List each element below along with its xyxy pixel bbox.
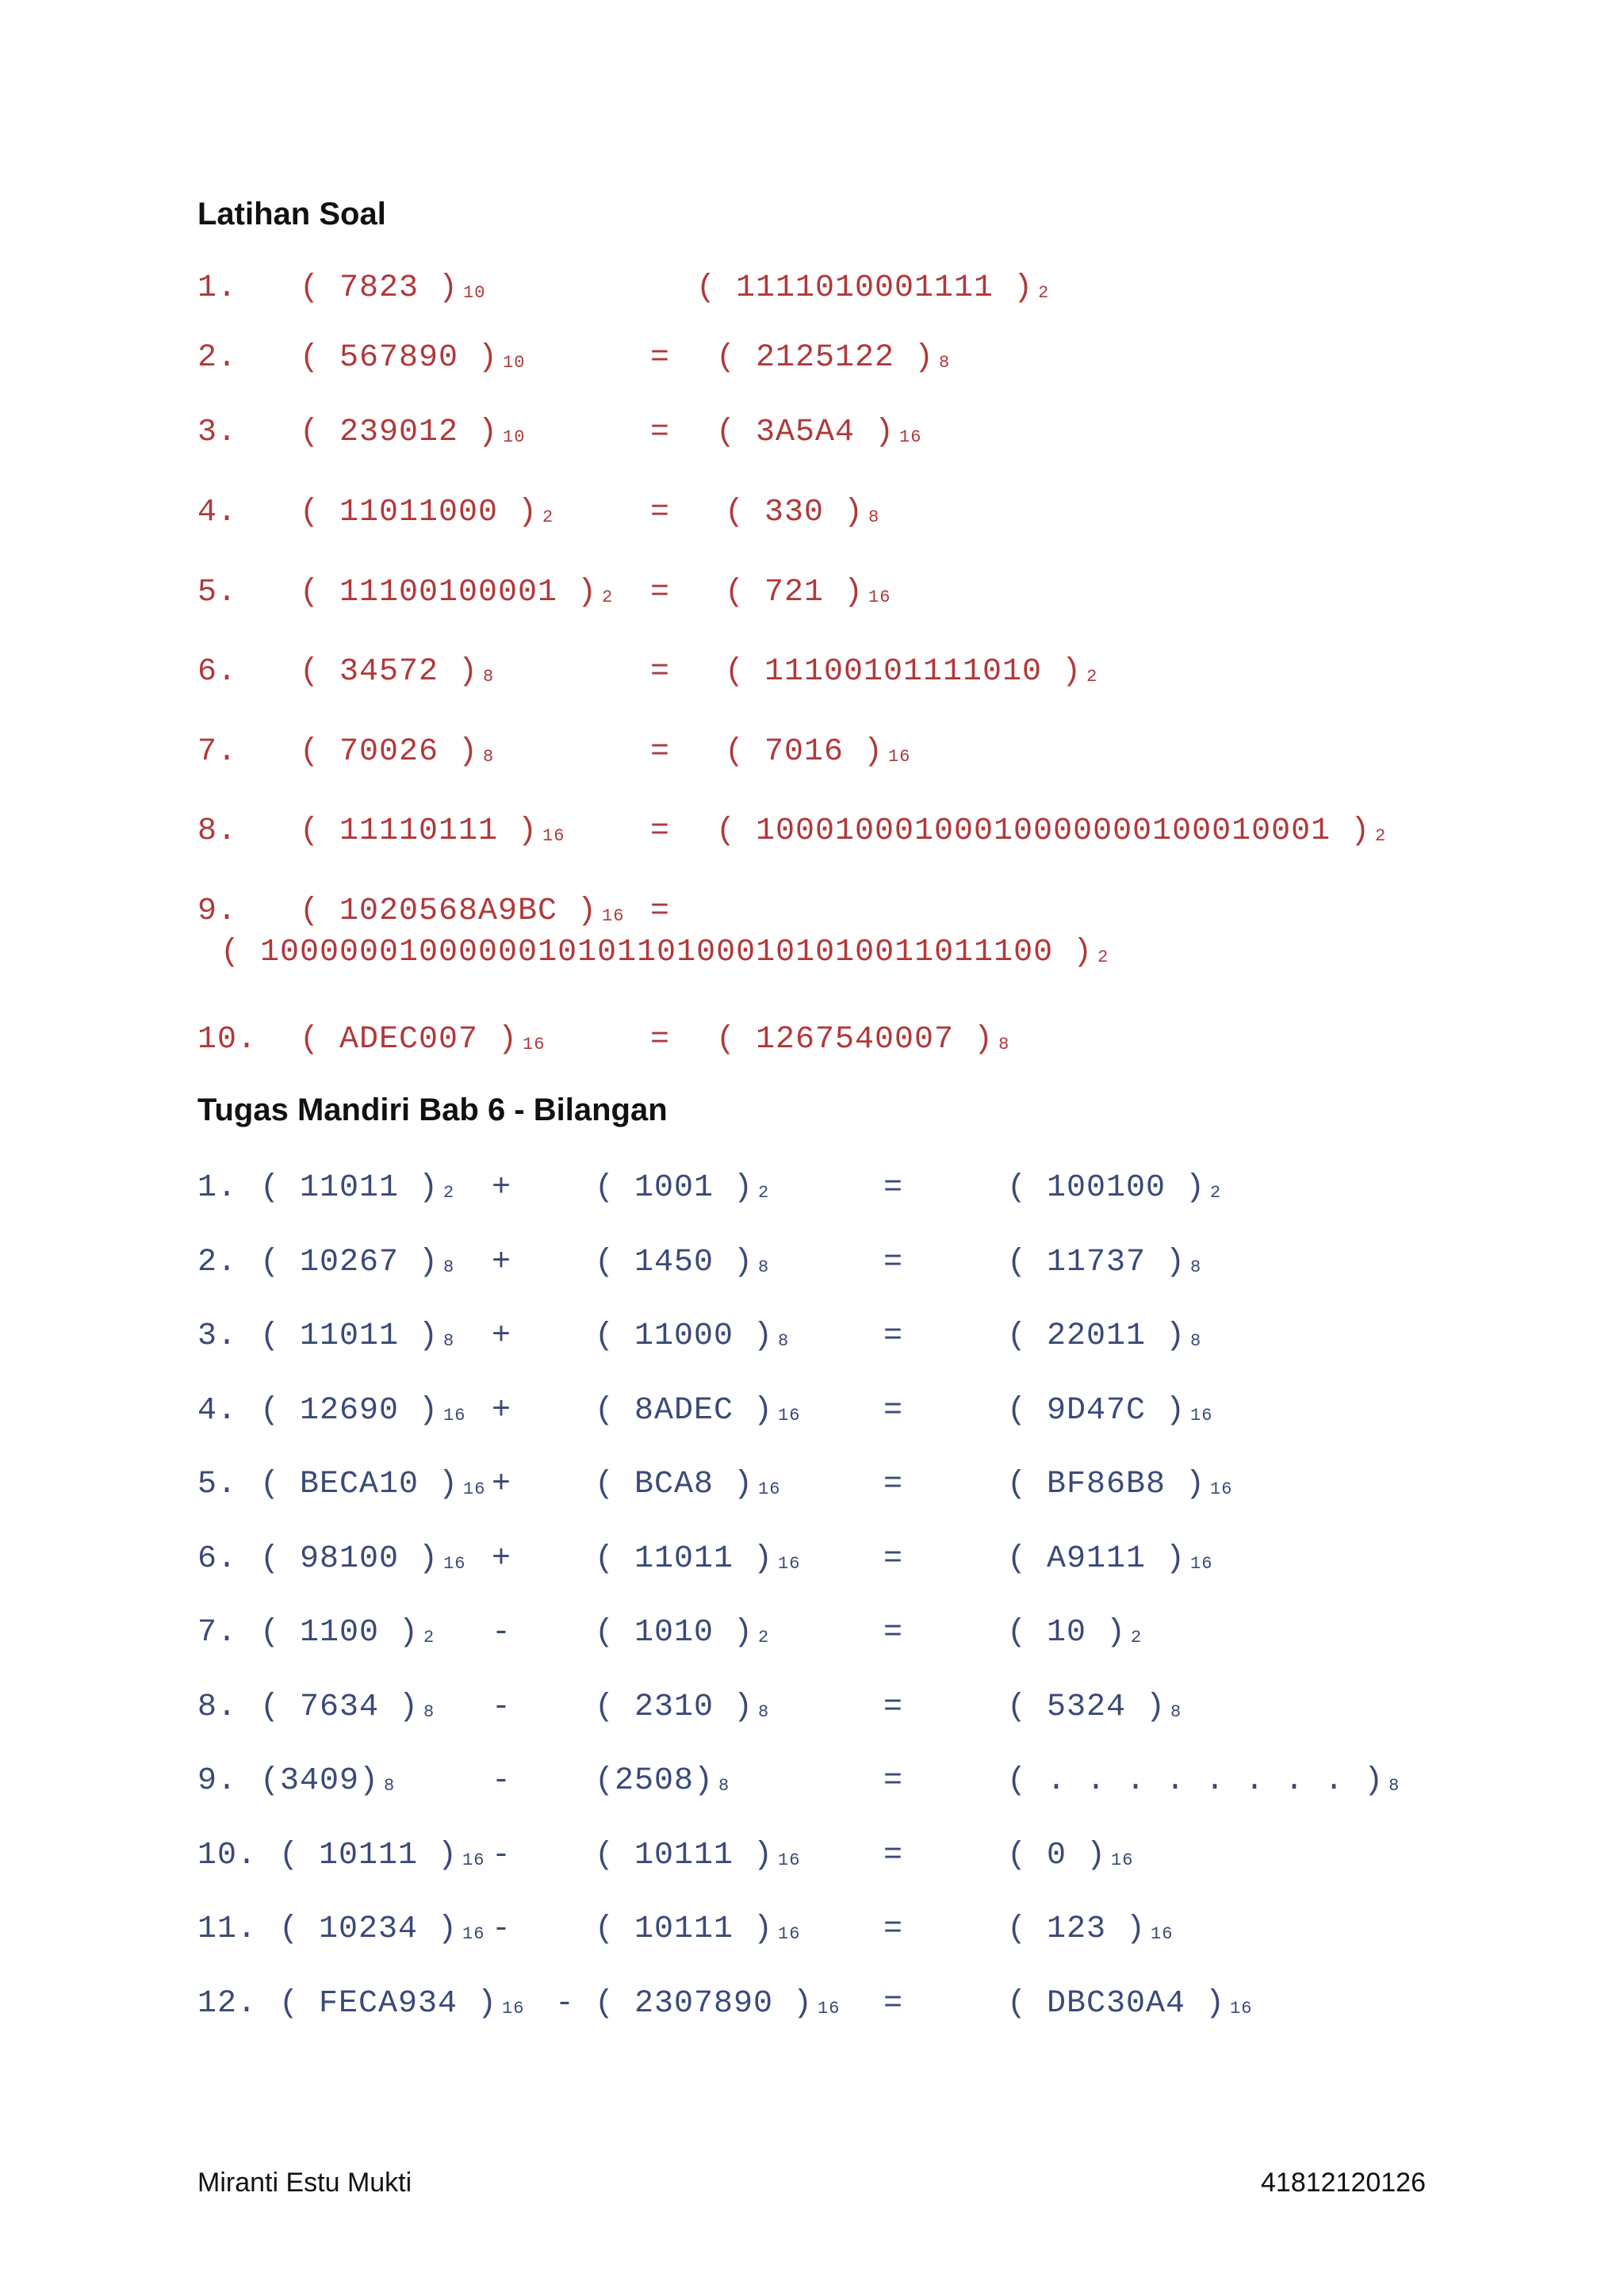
rhs-value [716, 1023, 1009, 1062]
row-number-text: 9. [197, 894, 238, 929]
lhs-value-base: 10 [463, 283, 486, 303]
rhs-value-base: 16 [868, 587, 891, 607]
row-number-text: 7. [197, 734, 238, 770]
operand-a [260, 1394, 465, 1433]
result-text: ( . . . . . . . . ) [1007, 1763, 1385, 1799]
operand-b-base: 2 [758, 1628, 770, 1647]
equals-sign-text: = [650, 340, 671, 376]
row-number-text: 11. [197, 1911, 258, 1947]
equals-sign [650, 655, 670, 690]
operand-b [595, 1246, 769, 1285]
operand-a-text: ( 12690 ) [260, 1393, 439, 1429]
lhs-value-base: 16 [542, 826, 565, 846]
result [1007, 1912, 1173, 1952]
row-number [197, 1319, 237, 1354]
operand-a-base: 2 [423, 1628, 435, 1647]
operator-text: + [492, 1541, 512, 1577]
equals-sign [883, 1616, 903, 1651]
operator-text: - [492, 1838, 512, 1873]
row-number-text: 4. [197, 1393, 238, 1429]
row-number [197, 1616, 237, 1651]
operand-b [595, 1319, 789, 1359]
row-number [197, 1171, 237, 1206]
lhs-value-base: 10 [503, 427, 526, 447]
operand-b-text: ( 1010 ) [595, 1615, 754, 1651]
row-number [197, 1839, 257, 1873]
equals-sign-text: = [650, 575, 671, 610]
operand-a-base: 8 [384, 1776, 396, 1796]
row-number-text: 3. [197, 415, 238, 450]
row-number-text: 4. [197, 495, 238, 530]
operand-a-base: 16 [502, 1999, 525, 2019]
equals-sign [883, 1690, 903, 1725]
operand-b-base: 8 [758, 1702, 770, 1722]
rhs-value-text: ( 2125122 ) [716, 340, 935, 376]
rhs-value [725, 735, 910, 775]
operand-a-text: ( 10111 ) [279, 1838, 458, 1873]
operator [492, 1690, 511, 1725]
lhs-value [300, 894, 624, 934]
row-number-text: 10. [197, 1838, 258, 1873]
row-number-text: 5. [197, 575, 238, 610]
row-number-text: 7. [197, 1615, 238, 1651]
equals-sign [650, 415, 670, 450]
operator [492, 1764, 511, 1799]
operator-text: + [492, 1170, 512, 1206]
equals-sign [650, 735, 670, 770]
operator [492, 1246, 511, 1280]
result-base: 8 [1388, 1776, 1400, 1796]
result-text: ( 123 ) [1007, 1911, 1147, 1947]
rhs-value-base: 16 [888, 747, 911, 767]
equals-sign [883, 1839, 903, 1873]
operand-a [260, 1319, 454, 1359]
result-base: 16 [1230, 1999, 1253, 2019]
row-number-text: 8. [197, 1689, 238, 1725]
lhs-value [300, 271, 485, 311]
lhs-value-text: ( 7823 ) [300, 270, 459, 306]
result-base: 2 [1210, 1183, 1222, 1203]
lhs-value [300, 655, 494, 695]
equals-sign [650, 894, 670, 929]
result-base: 8 [1190, 1331, 1202, 1351]
row-number [197, 814, 237, 849]
lhs-value-text: ( 70026 ) [300, 734, 479, 770]
rhs-value-text: ( 3A5A4 ) [716, 415, 895, 450]
operand-a-base: 8 [443, 1331, 455, 1351]
operand-a [279, 1987, 524, 2026]
equals-sign-text: = [883, 1318, 904, 1354]
row-number [197, 1023, 257, 1058]
operand-b-text: ( 10111 ) [595, 1838, 774, 1873]
operand-a-text: ( 7634 ) [260, 1689, 419, 1725]
operand-a-text: ( FECA934 ) [279, 1986, 498, 2022]
operator [492, 1542, 511, 1577]
row-number-text: 8. [197, 813, 238, 849]
operand-b [595, 1542, 800, 1582]
rhs-value [725, 576, 891, 615]
operator-text: - [492, 1615, 512, 1651]
result [1007, 1468, 1232, 1507]
rhs-value-base: 16 [899, 427, 922, 447]
lhs-value [300, 341, 525, 381]
rhs-value-base: 2 [1038, 283, 1050, 303]
result [1007, 1171, 1221, 1211]
lhs-value [300, 576, 613, 615]
equals-sign [883, 1171, 903, 1206]
lhs-value-base: 16 [523, 1035, 546, 1054]
operand-b-base: 16 [818, 1999, 841, 2019]
row-number [197, 271, 237, 306]
operand-a [260, 1171, 454, 1211]
lhs-value-base: 8 [483, 667, 495, 687]
row-number [197, 415, 237, 450]
row-number-text: 1. [197, 1170, 238, 1206]
row-number [197, 496, 237, 530]
lhs-value [300, 496, 553, 535]
equals-sign-text: = [883, 1170, 904, 1206]
rhs-value [716, 341, 950, 381]
result [1007, 1764, 1400, 1804]
operator-text: - [492, 1689, 512, 1725]
rhs-value-base: 8 [939, 353, 951, 373]
result [1007, 1616, 1142, 1655]
operand-a-text: ( 11011 ) [260, 1318, 439, 1354]
lhs-value-base: 8 [483, 747, 495, 767]
result-base: 16 [1111, 1850, 1134, 1870]
operand-b-text: ( 1450 ) [595, 1245, 754, 1280]
rhs-value [716, 415, 921, 455]
row-number [197, 1912, 257, 1947]
result-text: ( A9111 ) [1007, 1541, 1186, 1577]
operator-text: + [492, 1318, 512, 1354]
rhs-value-text: ( 11100101111010 ) [725, 654, 1082, 690]
result-text: ( DBC30A4 ) [1007, 1986, 1226, 2022]
operator [492, 1394, 511, 1429]
equals-sign-text: = [883, 1838, 904, 1873]
result [1007, 1690, 1182, 1730]
section-title-tugas-mandiri: Tugas Mandiri Bab 6 - Bilangan [197, 1093, 668, 1127]
row-number [197, 655, 237, 690]
equals-sign [883, 1394, 903, 1429]
lhs-value-base: 2 [542, 507, 554, 527]
row-number [197, 341, 237, 376]
operand-b-base: 8 [758, 1257, 770, 1277]
footer-student-id: 41812120126 [1261, 2168, 1427, 2198]
result-text: ( 22011 ) [1007, 1318, 1186, 1354]
operand-a [279, 1839, 485, 1878]
rhs-value-text: ( 1267540007 ) [716, 1022, 994, 1058]
result [1007, 1394, 1212, 1433]
operand-a [279, 1912, 485, 1952]
operand-b [595, 1468, 780, 1507]
rhs-value [696, 271, 1049, 311]
operand-b-base: 16 [778, 1554, 801, 1574]
equals-sign-text: = [650, 1022, 671, 1058]
operator [492, 1468, 511, 1502]
operator [492, 1912, 511, 1947]
result-base: 8 [1190, 1257, 1202, 1277]
operand-a [260, 1764, 395, 1804]
row-number-text: 1. [197, 270, 238, 306]
row-number-text: 2. [197, 1245, 238, 1280]
operator [492, 1839, 511, 1873]
row-number [197, 1987, 257, 2022]
row-number-text: 2. [197, 340, 238, 376]
operand-a-text: ( 10267 ) [260, 1245, 439, 1280]
operand-b-text: ( 2307890 ) [595, 1986, 814, 2022]
result-base: 8 [1170, 1702, 1182, 1722]
result-text: ( 100100 ) [1007, 1170, 1206, 1206]
operand-b [595, 1987, 840, 2026]
result-base: 16 [1151, 1924, 1174, 1944]
result-text: ( 9D47C ) [1007, 1393, 1186, 1429]
operator-text: + [492, 1245, 512, 1280]
result [1007, 1987, 1252, 2026]
equals-sign [883, 1764, 903, 1799]
operand-b-text: ( 11011 ) [595, 1541, 774, 1577]
operand-b-base: 16 [778, 1406, 801, 1425]
result [1007, 1542, 1212, 1582]
operand-b-text: ( 2310 ) [595, 1689, 754, 1725]
operand-b [595, 1394, 800, 1433]
lhs-value [300, 814, 565, 854]
equals-sign [883, 1542, 903, 1577]
equals-sign-text: = [883, 1245, 904, 1280]
lhs-value [300, 735, 494, 775]
row-number [197, 1246, 237, 1280]
operand-b-text: ( 1001 ) [595, 1170, 754, 1206]
rhs-value-base: 8 [998, 1035, 1010, 1054]
equals-sign [883, 1319, 903, 1354]
operand-b [595, 1616, 769, 1655]
operand-b-text: ( BCA8 ) [595, 1467, 754, 1502]
operand-a-text: (3409) [260, 1763, 380, 1799]
equals-sign [650, 496, 670, 530]
operator [492, 1171, 511, 1206]
equals-sign-text: = [650, 495, 671, 530]
operator [492, 1616, 511, 1651]
operator [555, 1987, 575, 2022]
result [1007, 1319, 1201, 1359]
operand-a-base: 16 [443, 1554, 466, 1574]
lhs-value-base: 2 [602, 587, 614, 607]
equals-sign [883, 1468, 903, 1502]
operand-a [260, 1246, 454, 1285]
operand-a-base: 16 [463, 1479, 486, 1499]
rhs-value-base: 2 [1097, 947, 1109, 967]
operator-text: - [492, 1911, 512, 1947]
operand-b [595, 1690, 769, 1730]
operand-a-text: ( 1100 ) [260, 1615, 419, 1651]
row-number-text: 3. [197, 1318, 238, 1354]
result [1007, 1839, 1133, 1878]
operand-a-text: ( BECA10 ) [260, 1467, 459, 1502]
section-title-latihan-soal: Latihan Soal [197, 197, 386, 232]
rhs-value [220, 936, 1109, 975]
row-number-text: 5. [197, 1467, 238, 1502]
lhs-value-text: ( ADEC007 ) [300, 1022, 519, 1058]
footer-author-name: Miranti Estu Mukti [197, 2168, 412, 2198]
row-number [197, 1468, 237, 1502]
operand-b [595, 1171, 769, 1211]
equals-sign-text: = [883, 1986, 904, 2022]
equals-sign [650, 814, 670, 849]
lhs-value-text: ( 11110111 ) [300, 813, 538, 849]
operand-b-text: ( 10111 ) [595, 1911, 774, 1947]
row-number-text: 6. [197, 654, 238, 690]
operator-text: - [492, 1763, 512, 1799]
operand-b-base: 2 [758, 1183, 770, 1203]
operand-a [260, 1468, 485, 1507]
row-number [197, 894, 237, 929]
operand-b-base: 8 [778, 1331, 790, 1351]
operator-text: - [555, 1986, 576, 2022]
row-number [197, 1394, 237, 1429]
operand-a [260, 1616, 435, 1655]
rhs-value [725, 655, 1097, 695]
operand-a-base: 16 [443, 1406, 466, 1425]
rhs-value [716, 814, 1386, 854]
row-number-text: 10. [197, 1022, 258, 1058]
result-text: ( 11737 ) [1007, 1245, 1186, 1280]
rhs-value-text: ( 10001000100010000000100010001 ) [716, 813, 1371, 849]
operand-b [595, 1912, 800, 1952]
rhs-value-text: ( 7016 ) [725, 734, 884, 770]
equals-sign-text: = [650, 894, 671, 929]
lhs-value-text: ( 239012 ) [300, 415, 499, 450]
operand-b-base: 16 [758, 1479, 781, 1499]
row-number-text: 12. [197, 1986, 258, 2022]
lhs-value-text: ( 567890 ) [300, 340, 499, 376]
equals-sign [883, 1987, 903, 2022]
lhs-value-text: ( 34572 ) [300, 654, 479, 690]
row-number [197, 735, 237, 770]
equals-sign-text: = [650, 734, 671, 770]
equals-sign [650, 1023, 670, 1058]
equals-sign-text: = [883, 1467, 904, 1502]
lhs-value-text: ( 11011000 ) [300, 495, 538, 530]
equals-sign [883, 1912, 903, 1947]
equals-sign-text: = [883, 1689, 904, 1725]
operand-b-text: ( 8ADEC ) [595, 1393, 774, 1429]
operand-a-base: 2 [443, 1183, 455, 1203]
lhs-value-text: ( 11100100001 ) [300, 575, 598, 610]
operand-a [260, 1542, 465, 1582]
result-base: 2 [1131, 1628, 1143, 1647]
result-text: ( 10 ) [1007, 1615, 1127, 1651]
rhs-value-text: ( 1111010001111 ) [696, 270, 1034, 306]
rhs-value-text: ( 330 ) [725, 495, 864, 530]
operand-a-base: 16 [462, 1850, 485, 1870]
operand-a-text: ( 98100 ) [260, 1541, 439, 1577]
lhs-value [300, 415, 525, 455]
row-number [197, 576, 237, 610]
equals-sign-text: = [650, 654, 671, 690]
equals-sign-text: = [650, 813, 671, 849]
result-base: 16 [1190, 1554, 1213, 1574]
equals-sign-text: = [883, 1393, 904, 1429]
row-number [197, 1542, 237, 1577]
operand-a-text: ( 11011 ) [260, 1170, 439, 1206]
operand-b [595, 1764, 730, 1804]
row-number [197, 1690, 237, 1725]
row-number-text: 9. [197, 1763, 238, 1799]
equals-sign-text: = [883, 1763, 904, 1799]
equals-sign-text: = [883, 1541, 904, 1577]
rhs-value-text: ( 721 ) [725, 575, 864, 610]
operand-a-base: 8 [443, 1257, 455, 1277]
operand-b-base: 8 [718, 1776, 730, 1796]
operand-a-base: 16 [462, 1924, 485, 1944]
rhs-value [725, 496, 879, 535]
row-number [197, 1764, 237, 1799]
result-text: ( BF86B8 ) [1007, 1467, 1206, 1502]
result-text: ( 5324 ) [1007, 1689, 1166, 1725]
equals-sign [883, 1246, 903, 1280]
rhs-value-base: 2 [1375, 826, 1387, 846]
operand-b-text: ( 11000 ) [595, 1318, 774, 1354]
operand-b-text: (2508) [595, 1763, 714, 1799]
result-base: 16 [1190, 1406, 1213, 1425]
equals-sign [650, 341, 670, 376]
operand-b-base: 16 [778, 1850, 801, 1870]
operand-b-base: 16 [778, 1924, 801, 1944]
operand-a-base: 8 [423, 1702, 435, 1722]
lhs-value [300, 1023, 545, 1062]
lhs-value-base: 10 [503, 353, 526, 373]
row-number-text: 6. [197, 1541, 238, 1577]
lhs-value-base: 16 [602, 906, 625, 926]
result-base: 16 [1210, 1479, 1233, 1499]
operand-b [595, 1839, 800, 1878]
result-text: ( 0 ) [1007, 1838, 1107, 1873]
operator-text: + [492, 1393, 512, 1429]
operand-a [260, 1690, 435, 1730]
equals-sign-text: = [650, 415, 671, 450]
equals-sign [650, 576, 670, 610]
equals-sign-text: = [883, 1615, 904, 1651]
equals-sign-text: = [883, 1911, 904, 1947]
result [1007, 1246, 1201, 1285]
lhs-value-text: ( 1020568A9BC ) [300, 894, 598, 929]
rhs-value-base: 2 [1086, 667, 1098, 687]
operator [492, 1319, 511, 1354]
operator-text: + [492, 1467, 512, 1502]
rhs-value-base: 8 [868, 507, 880, 527]
operand-a-text: ( 10234 ) [279, 1911, 458, 1947]
rhs-value-text: ( 1000000100000010101101000101010011011100 ) [220, 935, 1094, 970]
